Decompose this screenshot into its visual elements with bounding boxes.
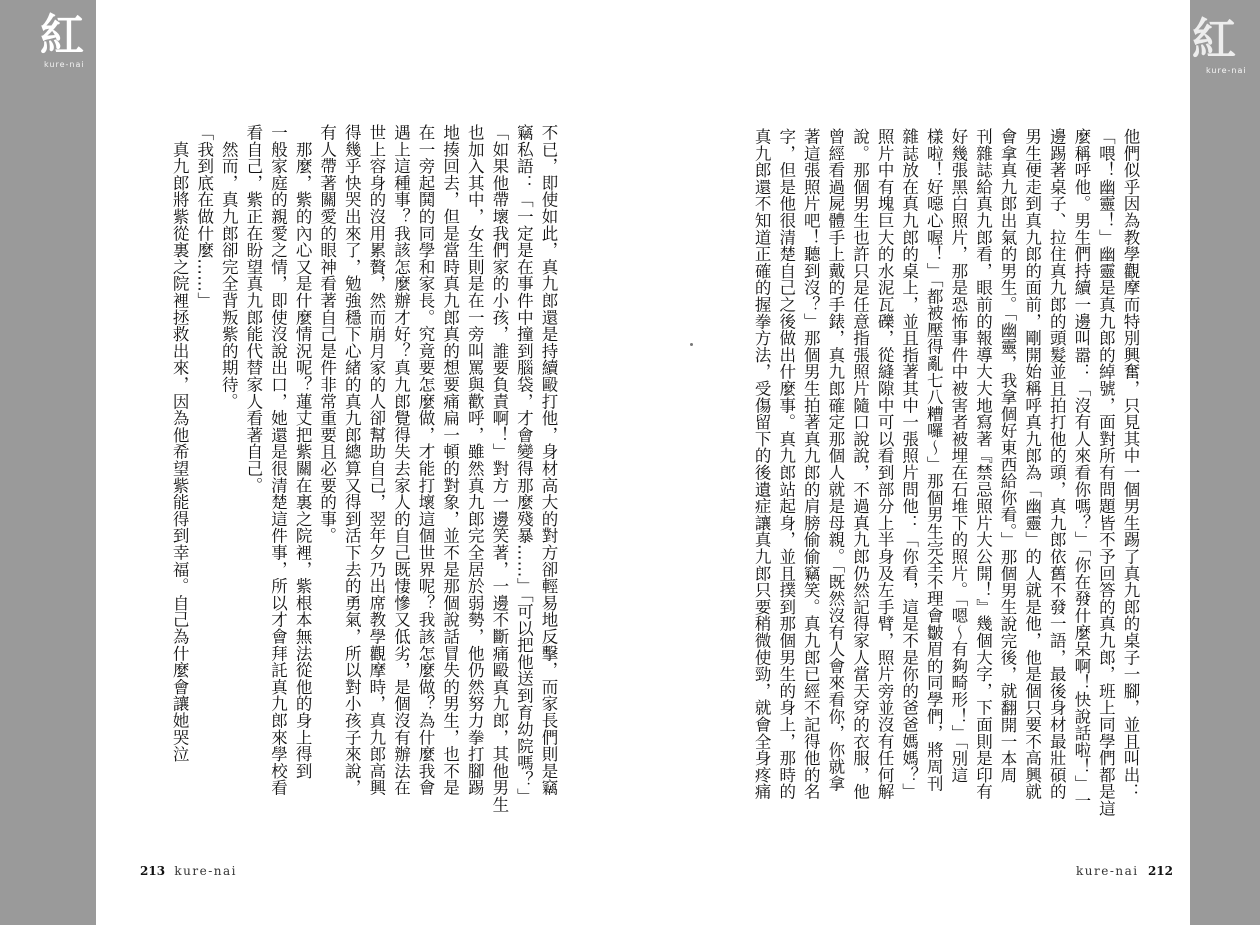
right-margin-band	[1190, 0, 1260, 925]
kurenai-logo-left-subtitle: kure-nai	[44, 60, 85, 69]
kurenai-logo-right-subtitle: kure-nai	[1206, 66, 1247, 75]
folio-title-left: kure-nai	[174, 864, 238, 878]
page-213-folio	[136, 864, 237, 878]
gutter-speck	[690, 343, 693, 346]
page-213-body-text: 不已，即使如此，真九郎還是持續毆打他，身材高大的對方卻輕易地反擊，而家長們則是竊 竊私語：「一定是在事件中撞到腦袋，才會變得那麼殘暴……」「可以把他送到育幼院嗎？」 「如果他帶壞我們家的小孩，誰要負責啊！」對方一邊笑著，一邊不斷痛毆真九郎，其他男生 也加入其中，女生則是在一旁叫罵與歡呼，雖然真九郎完全居於弱勢，他仍然努力拳打腳踢 地揍回去，但是當時真九郎真的想要痛扁一頓的對象，並不是那個說話冒失的男生，也不是 在一旁起鬨的同學和家長。究竟要怎麼做，才能打壞這個世界呢？我該怎麼做？為什麼我會 遇上這種事？我該怎麼辦才好？真九郎覺得失去家人的自己既悽慘又低劣，是個沒有辦法在 世上容身的沒用累贅，然而崩月家的人卻幫助自己，翌年夕乃出席教學觀摩時，真九郎高興 得幾乎快哭出來了，勉強穩下心緒的真九郎總算又得到活下去的勇氣，所以對小孩子來說， 有人帶著關愛的眼神看著自己是件非常重要且必要的事。 那麼，紫的內心又是什麼情況呢？蓮丈把紫關在裏之院裡，紫根本無法從他的身上得到 一般家庭的親愛之情，即使沒說出口，她還是很清楚這件事，所以才會拜託真九郎來學校看 看自己，紫正在盼望真九郎能代替家人看著自己。 然而，真九郎卻完全背叛紫的期待。 「我到底在做什麼……」 真九郎將紫從裏之院裡拯救出來，因為他希望紫能得到幸福。自己為什麼會讓她哭泣	[170, 124, 558, 813]
page-number-212: 212	[1147, 864, 1174, 878]
page-212-folio	[1076, 864, 1177, 878]
kurenai-logo-left: 紅	[40, 10, 84, 61]
folio-title-right: kure-nai	[1076, 864, 1139, 878]
left-margin-band	[0, 0, 96, 925]
page-number-213: 213	[140, 864, 166, 878]
page-212-body-text: 他們似乎因為教學觀摩而特別興奮，只見其中一個男生踢了真九郎的桌子一腳，並且叫出： 「喂！幽靈！」幽靈是真九郎的綽號，面對所有問題皆不予回答的真九郎，班上同學們都是這 麼稱呼他。男生們持續一邊叫嚣：「沒有人來看你嗎？」「你在發什麼呆啊！快說話啦！」一 邊踢著桌子、拉住真九郎的頭髮並且拍打他的頭，真九郎依舊不發一語，最後身材最壯碩的 男生便走到真九郎的面前，剛開始稱呼真九郎為「幽靈」的人就是他，他是個只要不高興就 會拿真九郎出氣的男生。「幽靈，我拿個好東西給你看。」那個男生說完後，就翻開一本周 刊雜誌給真九郎看，眼前的報導大大地寫著『禁忌照片大公開！』幾個大字，下面則是印有 好幾張黑白照片，那是恐怖事件中被害者被埋在石堆下的照片。「嗯～有夠畸形！」「別這 樣啦！好噁心喔！」「都被壓得亂七八糟囉～」那個男生完全不理會皺眉的同學們，將周刊 雜誌放在真九郎的桌上，並且指著其中一張照片問他：「你看，這是不是你的爸爸媽媽？」 照片中有塊巨大的水泥瓦礫，從縫隙中可以看到部分上半身及左手臂，照片旁並沒有任何解 說。那個男生也許只是任意指張照片隨口說說，不過真九郎仍然記得家人當天穿的衣服，他 曾經看過屍體手上戴的手錶，真九郎確定那個人就是母親。「既然沒有人會來看你，你就拿 著這張照片吧！聽到沒？」那個男生拍著真九郎的肩膀偷偷竊笑。真九郎已經不記得他的名 字，但是他很清楚自己之後做出什麼事。真九郎站起身，並且撲到那個男生的身上，那時的 真九郎還不知道正確的握拳方法，受傷留下的後遺症讓真九郎只要稍微使勁，就會全身疼痛	[752, 128, 1140, 817]
kurenai-logo-right: 紅	[1192, 14, 1236, 65]
